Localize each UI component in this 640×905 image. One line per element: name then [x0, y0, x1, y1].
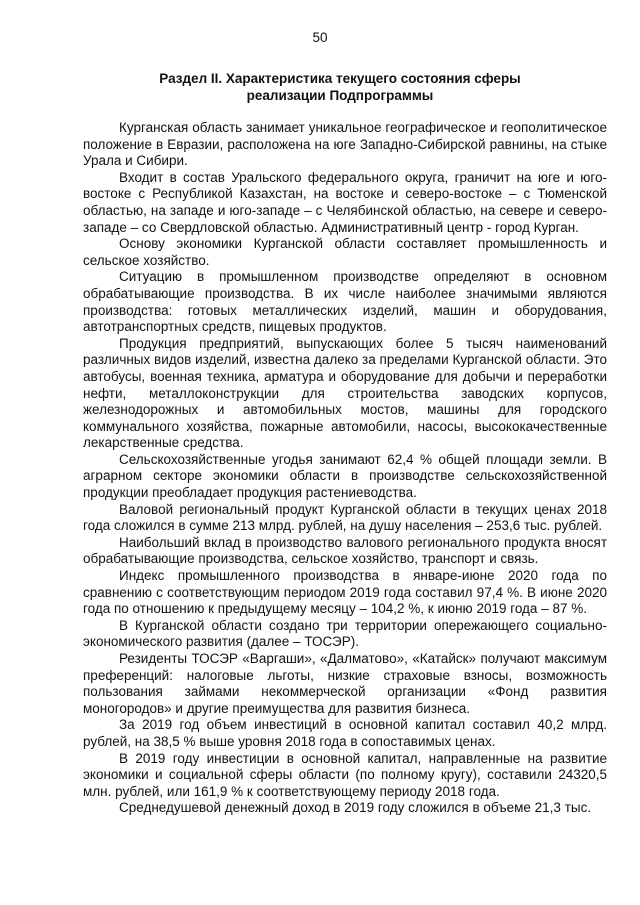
- body-text: [83, 120, 607, 817]
- paragraph: Наибольший вклад в производство валового регионального продукта вносят обрабатывающие производства, сельское хозяйство, транспорт и связь.: [83, 534, 607, 567]
- paragraph: Курганская область занимает уникальное географическое и геополитическое положение в Евразии, расположена на юге Западно-Сибирской равнины, на стыке Урала и Сибири.: [83, 120, 607, 169]
- page-number: 50: [312, 30, 328, 45]
- paragraph: Продукция предприятий, выпускающих более 5 тысяч наименований различных видов изделий, известна далеко за пределами Курганской области. Это автобусы, военная техника, арматура и оборудование для добычи и переработки нефти, металлоконструкции для строительства заводских корпусов, железнодорожных и автомобильных мостов, машины для городского коммунального хозяйства, пожарные автомобили, насосы, высококачественные лекарственные средства.: [83, 335, 607, 451]
- paragraph: Резиденты ТОСЭР «Варгаши», «Далматово», «Катайск» получают максимум преференций: налоговые льготы, низкие страховые взносы, возможность пользования займами некоммерческой организации «Фонд развития моногородов» и другие преимущества для развития бизнеса.: [83, 651, 607, 716]
- paragraph: Валовой региональный продукт Курганской области в текущих ценах 2018 года сложился в сумме 213 млрд. рублей, на душу населения – 253,6 тыс. рублей.: [83, 501, 607, 534]
- paragraph: Основу экономики Курганской области составляет промышленность и сельское хозяйство.: [83, 236, 607, 268]
- paragraph: В Курганской области создано три территории опережающего социально-экономического развития (далее – ТОСЭР).: [83, 617, 607, 650]
- section-title: Раздел II. Характеристика текущего состояния сферы реализации Подпрограммы: [159, 71, 521, 103]
- paragraph: Входит в состав Уральского федерального округа, граничит на юге и юго-востоке с Республикой Казахстан, на востоке и северо-востоке – с Тюменской областью, на западе и юго-западе – с Челябинской областью, на севере и северо-западе – со Свердловской областью. Административный центр - город Курган.: [83, 169, 607, 235]
- paragraph: Ситуацию в промышленном производстве определяют в основном обрабатывающие производства. В их числе наиболее значимыми являются производства: готовых металлических изделий, машин и оборудования, автотранспортных средств, пищевых продуктов.: [83, 269, 607, 335]
- paragraph: Среднедушевой денежный доход в 2019 году сложился в объеме 21,3 тыс.: [119, 800, 592, 816]
- paragraph: Сельскохозяйственные угодья занимают 62,4 % общей площади земли. В аграрном секторе экономики области в производстве сельскохозяйственной продукции преобладает продукция растениеводства.: [83, 451, 607, 501]
- paragraph: За 2019 год объем инвестиций в основной капитал составил 40,2 млрд. рублей, на 38,5 % выше уровня 2018 года в сопоставимых ценах.: [83, 717, 607, 749]
- paragraph: Индекс промышленного производства в январе-июне 2020 года по сравнению с соответствующим периодом 2019 года составил 97,4 %. В июне 2020 года по отношению к предыдущему месяцу – 104,2 %, к июню 2019 года – 87 %.: [83, 568, 607, 617]
- paragraph: В 2019 году инвестиции в основной капитал, направленные на развитие экономики и социальной сферы области (по полному кругу), составили 24320,5 млн. рублей, или 161,9 % к соответствующему периоду 2018 года.: [83, 750, 607, 799]
